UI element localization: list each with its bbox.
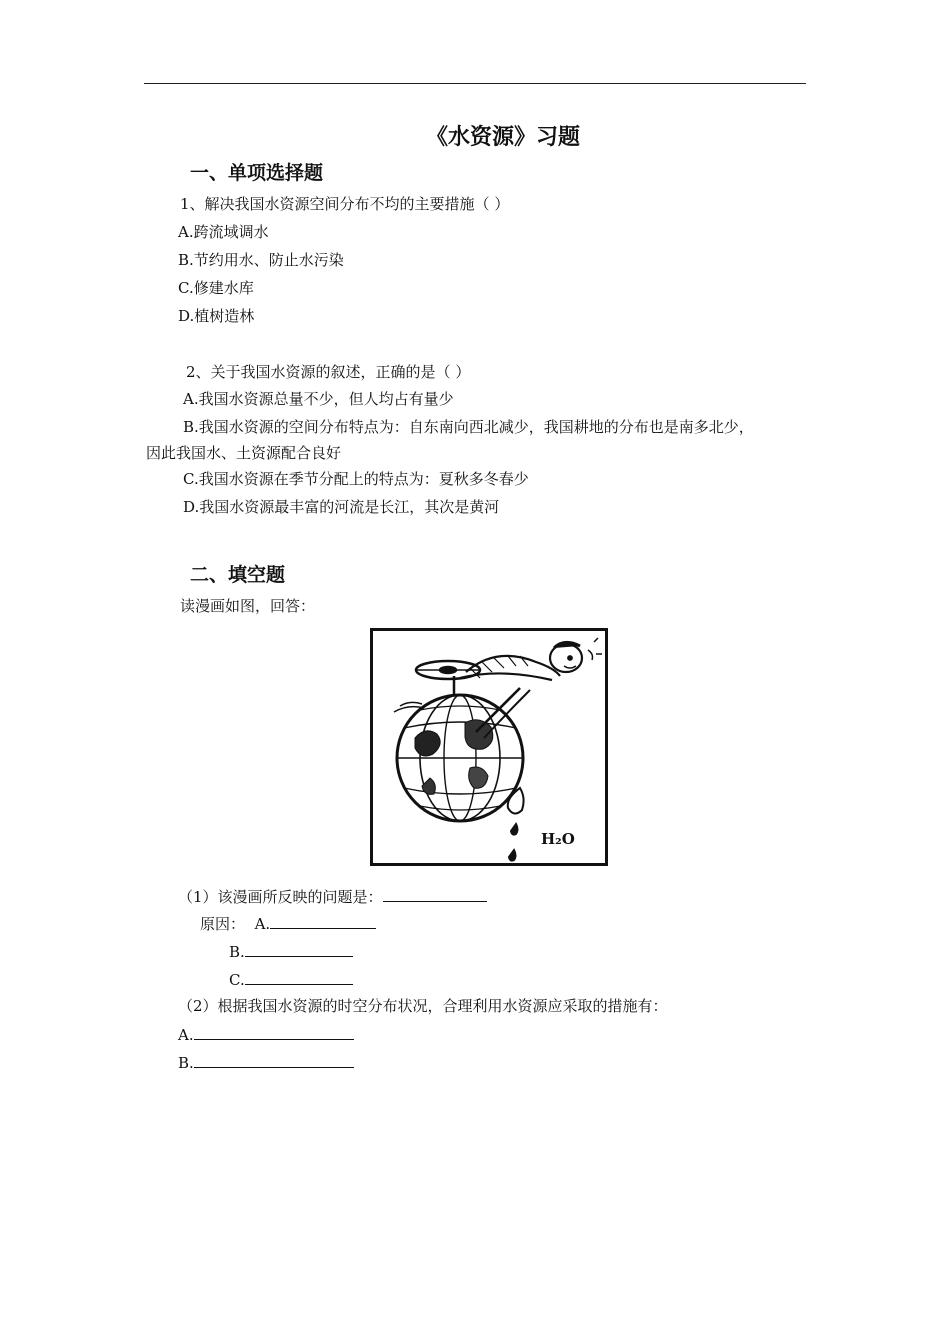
cartoon-figure <box>370 628 608 866</box>
fill-intro: 读漫画如图，回答： <box>180 597 316 615</box>
figure-label: H₂O <box>541 830 575 848</box>
question-2-option-c: C.我国水资源在季节分配上的特点为：夏秋多冬春少 <box>183 470 529 488</box>
question-2-stem: 2、关于我国水资源的叙述，正确的是（ ） <box>186 363 471 381</box>
question-1-option-b: B.节约用水、防止水污染 <box>178 251 344 269</box>
reason-row-a <box>200 913 376 934</box>
fill-question-1 <box>178 886 487 907</box>
question-1-stem: 1、解决我国水资源空间分布不均的主要措施（ ） <box>180 195 510 213</box>
question-1-option-d: D.植树造林 <box>178 307 255 325</box>
question-2-option-d: D.我国水资源最丰富的河流是长江，其次是黄河 <box>183 498 500 516</box>
reason-item-a-label: A. <box>254 915 271 933</box>
measure-item-b-label: B. <box>178 1054 194 1072</box>
measure-blank-b[interactable] <box>194 1052 354 1068</box>
header-rule <box>144 83 806 84</box>
reason-row-c <box>229 969 353 990</box>
question-2-option-b-cont: 因此我国水、土资源配合良好 <box>146 444 342 462</box>
answer-blank-1[interactable] <box>383 886 487 902</box>
reason-blank-c[interactable] <box>245 969 353 985</box>
measure-row-b <box>178 1052 354 1073</box>
fill-question-1-text: （1）该漫画所反映的问题是： <box>178 888 383 906</box>
reason-row-b <box>229 941 353 962</box>
reason-blank-a[interactable] <box>270 913 376 929</box>
question-1-option-a: A.跨流域调水 <box>178 223 269 241</box>
section-heading-choice: 一、单项选择题 <box>190 162 324 184</box>
measure-item-a-label: A. <box>178 1026 194 1044</box>
reason-blank-b[interactable] <box>245 941 353 957</box>
question-2-option-b: B.我国水资源的空间分布特点为：自东南向西北减少，我国耕地的分布也是南多北少， <box>183 418 754 436</box>
page-title: 《水资源》习题 <box>425 125 580 150</box>
reason-item-b-label: B. <box>229 943 245 961</box>
section-heading-fill: 二、填空题 <box>190 564 286 586</box>
measure-blank-a[interactable] <box>194 1024 354 1040</box>
reason-item-c-label: C. <box>229 971 245 989</box>
question-2-option-a: A.我国水资源总量不少，但人均占有量少 <box>183 390 454 408</box>
measure-row-a <box>178 1024 354 1045</box>
question-1-option-c: C.修建水库 <box>178 279 254 297</box>
reason-label: 原因： <box>200 915 246 933</box>
fill-question-2: （2）根据我国水资源的时空分布状况，合理利用水资源应采取的措施有： <box>178 997 668 1015</box>
